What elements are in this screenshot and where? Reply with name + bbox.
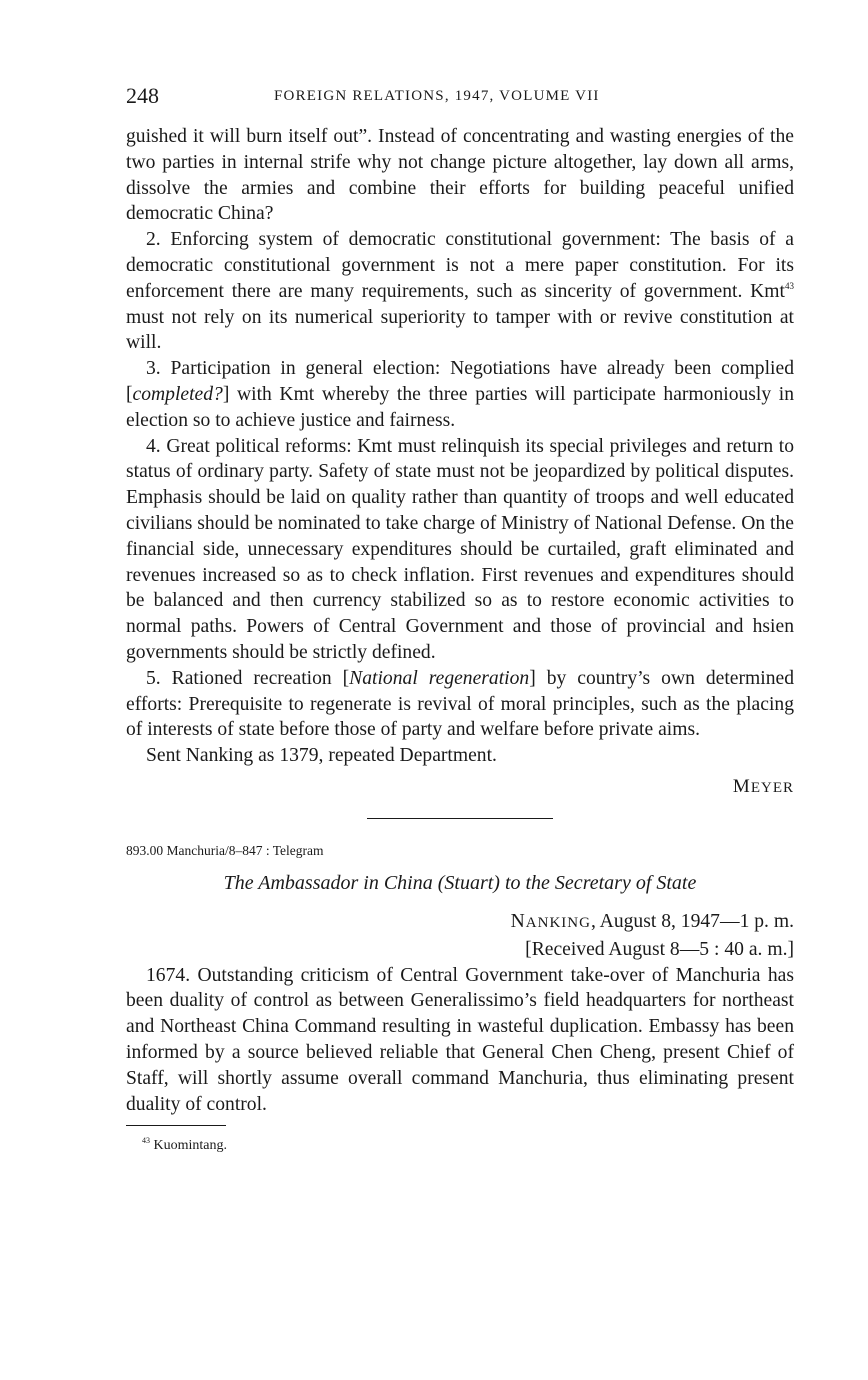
section-divider [367, 818, 553, 819]
paragraph-5 [126, 666, 794, 743]
dateline-place-initial: N [510, 910, 526, 932]
paragraph-5-text-a: 5. Rationed recreation [ [146, 667, 350, 689]
paragraph-3-text-a: 3. Participation in general election: Negotiations have already been complied [ [126, 358, 794, 405]
signature-rest: EYER [750, 779, 794, 796]
dateline-place-rest: ANKING [525, 914, 591, 931]
footnote-ref-43[interactable]: 43 [785, 280, 794, 291]
footnote-text: Kuomintang. [150, 1138, 227, 1154]
received-line: [Received August 8—5 : 40 a. m.] [525, 938, 794, 960]
document-page [126, 80, 794, 1156]
paragraph-continuation: guished it will burn itself out”. Instead of concentrating and wasting energies of the two parties in internal strife why not change picture altogether, lay down all arms, dissolve the armies and combine their efforts for building peaceful unified democratic China? [126, 126, 794, 225]
paragraph-3 [126, 356, 794, 433]
paragraph-2-text-a: 2. Enforcing system of democratic constitutional government: The basis of a democratic constitutional government is not a mere paper constitution. For its enforcement there are many requirements, such as sincerity of government. Kmt [126, 229, 794, 302]
paragraph-4: 4. Great political reforms: Kmt must relinquish its special privileges and return to status of ordinary party. Safety of state must not be jeopardized by political disputes. Emphasis should be laid on quality rather than quantity of troops and well educated civilians should be nominated to take charge of Ministry of National Defense. On the financial side, unnecessary expenditures should be curtailed, graft eliminated and revenues increased so as to check inflation. First revenues and expenditures should be balanced and then currency stabilized so as to restore economic activities to normal paths. Powers of Central Government and those of provincial and hsien governments should be strictly defined. [126, 435, 794, 663]
paragraph-2 [126, 227, 794, 356]
telegram-text: 1674. Outstanding criticism of Central Government take-over of Manchuria has been duality of control as between Generalissimo’s field headquarters for northeast and Northeast China Command resulting in wasteful duplication. Embassy has been informed by a source believed reliable that General Chen Cheng, present Chief of Staff, will shortly assume overall command Manchuria, thus eliminating present duality of control. [126, 964, 794, 1115]
header-title: FOREIGN RELATIONS, 1947, VOLUME VII [274, 88, 600, 104]
running-head [126, 80, 794, 112]
document-reference: 893.00 Manchuria/8–847 : Telegram [126, 842, 324, 858]
signature-initial: M [732, 775, 751, 797]
dateline [126, 909, 794, 937]
footnote-number: 43 [142, 1136, 150, 1146]
signature [126, 775, 794, 800]
page-number: 248 [126, 83, 159, 108]
footnote-rule [126, 1125, 226, 1126]
document-title: The Ambassador in China (Stuart) to the Secretary of State [223, 871, 697, 894]
dateline-date: , August 8, 1947—1 p. m. [590, 910, 794, 932]
paragraph-sent-note: Sent Nanking as 1379, repeated Department. [146, 745, 497, 767]
footnote [142, 1136, 794, 1156]
paragraph-5-editorial-note: National regeneration [349, 667, 530, 689]
paragraph-5-text-b: ] by country’s own determined efforts: Prerequisite to regenerate is revival of moral principles, such as the placing of interests of state before those of party and welfare before private aims. [126, 667, 794, 741]
paragraph-2-text-b: must not rely on its numerical superiority to tamper with or revive constitution at will. [126, 306, 794, 354]
paragraph-3-text-b: ] with Kmt whereby the three parties will participate harmoniously in election so to achieve justice and fairness. [126, 383, 794, 431]
paragraph-3-editorial-note: completed? [132, 383, 223, 405]
